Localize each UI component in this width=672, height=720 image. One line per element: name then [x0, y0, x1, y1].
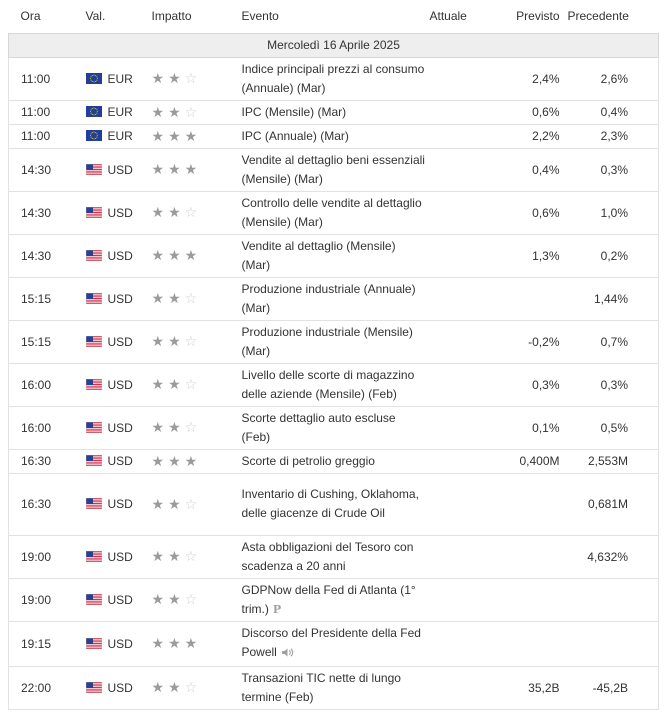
- star-filled-icon: ★: [151, 452, 165, 469]
- event-currency-cell: [86, 320, 152, 363]
- table-row[interactable]: [9, 406, 659, 449]
- event-previous: 2,3%: [568, 124, 659, 148]
- star-filled-icon: ★: [168, 290, 181, 306]
- impact-stars: [152, 191, 242, 234]
- event-title[interactable]: Vendite al dettaglio (Mensile) (Mar): [241, 238, 396, 272]
- event-time: 16:30: [9, 473, 86, 535]
- event-time: 14:30: [9, 148, 86, 191]
- event-currency-cell: [86, 449, 152, 473]
- event-title-cell[interactable]: [242, 148, 430, 191]
- event-time: 14:30: [9, 234, 86, 277]
- event-title[interactable]: Livello delle scorte di magazzino delle aziende (Mensile) (Feb): [241, 367, 415, 401]
- event-forecast: 0,1%: [492, 406, 568, 449]
- impact-stars: [152, 234, 242, 277]
- event-time: 14:30: [9, 191, 86, 234]
- event-actual: [430, 406, 492, 449]
- table-row[interactable]: [9, 666, 659, 709]
- star-filled-icon: ★: [168, 247, 181, 263]
- star-filled-icon: ★: [151, 679, 165, 695]
- star-filled-icon: ★: [168, 452, 181, 469]
- event-currency-cell: [86, 363, 152, 406]
- event-title-cell[interactable]: [242, 621, 430, 666]
- star-empty-icon: ☆: [184, 70, 198, 86]
- us-flag-icon: [86, 293, 102, 304]
- header-forecast[interactable]: Previsto: [516, 9, 560, 24]
- event-currency: USD: [107, 205, 133, 220]
- event-forecast: 0,6%: [492, 100, 568, 124]
- star-filled-icon: ★: [184, 247, 198, 263]
- star-filled-icon: ★: [168, 161, 181, 177]
- event-title-cell[interactable]: [242, 535, 430, 578]
- event-currency-cell: [86, 57, 152, 100]
- table-row[interactable]: [9, 277, 659, 320]
- star-filled-icon: ★: [151, 103, 165, 120]
- event-title[interactable]: IPC (Mensile) (Mar): [241, 104, 347, 119]
- eu-flag-icon: [86, 130, 102, 141]
- event-forecast: [492, 535, 568, 578]
- us-flag-icon: [86, 250, 102, 261]
- impact-stars: [152, 124, 242, 148]
- event-previous: -45,2B: [568, 666, 659, 709]
- event-actual: [430, 449, 492, 473]
- event-forecast: -0,2%: [492, 320, 568, 363]
- event-currency: USD: [107, 636, 133, 651]
- impact-stars: [152, 320, 242, 363]
- star-filled-icon: ★: [151, 419, 165, 435]
- table-header: [9, 0, 659, 33]
- event-title[interactable]: Scorte dettaglio auto escluse (Feb): [241, 410, 396, 444]
- speaker-icon[interactable]: [281, 645, 294, 664]
- header-actual[interactable]: Attuale: [429, 9, 467, 24]
- star-filled-icon: ★: [168, 548, 181, 564]
- event-forecast: 35,2B: [492, 666, 568, 709]
- event-previous: 0,2%: [568, 234, 659, 277]
- event-actual: [430, 234, 492, 277]
- table-row[interactable]: [9, 621, 659, 666]
- event-title-cell[interactable]: [242, 449, 430, 473]
- eu-flag-icon: [86, 73, 102, 84]
- event-currency-cell: [86, 124, 152, 148]
- event-time: 19:00: [9, 535, 86, 578]
- us-flag-icon: [86, 682, 102, 693]
- event-currency-cell: [86, 406, 152, 449]
- event-previous: [568, 578, 659, 621]
- table-row[interactable]: [9, 57, 659, 100]
- event-previous: 0,7%: [568, 320, 659, 363]
- event-time: 19:15: [9, 621, 86, 666]
- event-forecast: [492, 473, 568, 535]
- event-previous: 2,6%: [568, 57, 659, 100]
- star-empty-icon: ☆: [184, 679, 198, 695]
- star-filled-icon: ★: [168, 333, 181, 349]
- event-actual: [430, 473, 492, 535]
- header-previous[interactable]: Precedente: [567, 9, 629, 24]
- event-forecast: [492, 621, 568, 666]
- event-forecast: [492, 578, 568, 621]
- eu-flag-icon: [86, 106, 102, 117]
- table-row[interactable]: [9, 124, 659, 148]
- star-filled-icon: ★: [168, 495, 181, 512]
- star-filled-icon: ★: [184, 161, 198, 177]
- event-title[interactable]: GDPNow della Fed di Atlanta (1° trim.): [241, 582, 416, 616]
- event-previous: 0,5%: [568, 406, 659, 449]
- impact-stars: [152, 621, 242, 666]
- table-row[interactable]: [9, 100, 659, 124]
- star-filled-icon: ★: [168, 419, 181, 435]
- star-filled-icon: ★: [168, 591, 181, 607]
- star-filled-icon: ★: [151, 333, 165, 349]
- table-row[interactable]: [9, 320, 659, 363]
- star-filled-icon: ★: [151, 290, 165, 306]
- event-title[interactable]: Produzione industriale (Annuale) (Mar): [241, 281, 416, 315]
- impact-stars: [152, 406, 242, 449]
- event-currency: USD: [107, 549, 133, 564]
- impact-stars: [152, 535, 242, 578]
- us-flag-icon: [86, 638, 102, 649]
- event-forecast: 2,2%: [492, 124, 568, 148]
- event-currency: USD: [107, 420, 133, 435]
- star-filled-icon: ★: [168, 376, 181, 392]
- table-row[interactable]: [9, 578, 659, 621]
- table-row[interactable]: [9, 449, 659, 473]
- star-filled-icon: ★: [151, 204, 165, 220]
- us-flag-icon: [86, 379, 102, 390]
- event-currency-cell: [86, 148, 152, 191]
- event-actual: [430, 621, 492, 666]
- event-title-cell[interactable]: [242, 666, 430, 709]
- event-currency: EUR: [107, 105, 133, 119]
- event-title[interactable]: Asta obbligazioni del Tesoro con scadenza a 20 anni: [241, 539, 414, 573]
- event-title[interactable]: Inventario di Cushing, Oklahoma, delle giacenze di Crude Oil: [241, 487, 419, 520]
- event-previous: 2,553M: [568, 449, 659, 473]
- table-row[interactable]: [9, 535, 659, 578]
- us-flag-icon: [86, 422, 102, 433]
- economic-calendar: [8, 0, 672, 710]
- event-title-cell[interactable]: [242, 191, 430, 234]
- event-forecast: 1,3%: [492, 234, 568, 277]
- event-forecast: 2,4%: [492, 57, 568, 100]
- event-currency-cell: [86, 277, 152, 320]
- star-filled-icon: ★: [168, 103, 181, 120]
- impact-stars: [152, 57, 242, 100]
- star-filled-icon: ★: [151, 635, 165, 651]
- table-row[interactable]: [9, 363, 659, 406]
- star-filled-icon: ★: [168, 70, 181, 86]
- event-actual: [430, 578, 492, 621]
- star-filled-icon: ★: [151, 376, 165, 392]
- table-row[interactable]: [9, 148, 659, 191]
- event-previous: 0,3%: [568, 363, 659, 406]
- star-filled-icon: ★: [168, 127, 181, 144]
- event-title-cell[interactable]: [242, 57, 430, 100]
- us-flag-icon: [86, 551, 102, 562]
- star-empty-icon: ☆: [184, 204, 198, 220]
- table-row[interactable]: [9, 473, 659, 535]
- event-actual: [430, 100, 492, 124]
- event-currency: USD: [107, 248, 133, 263]
- event-previous: 0,3%: [568, 148, 659, 191]
- event-previous: 1,0%: [568, 191, 659, 234]
- us-flag-icon: [86, 498, 102, 509]
- event-actual: [430, 535, 492, 578]
- event-title-cell[interactable]: [242, 363, 430, 406]
- event-forecast: 0,400M: [492, 449, 568, 473]
- star-filled-icon: ★: [151, 548, 165, 564]
- event-actual: [430, 148, 492, 191]
- preliminary-icon[interactable]: P: [272, 602, 282, 616]
- star-filled-icon: ★: [151, 591, 165, 607]
- event-time: 15:15: [9, 277, 86, 320]
- event-previous: 0,4%: [568, 100, 659, 124]
- us-flag-icon: [86, 455, 102, 466]
- event-currency: USD: [107, 454, 133, 468]
- event-currency: USD: [107, 334, 133, 349]
- event-currency: USD: [107, 497, 133, 511]
- event-title-cell[interactable]: [242, 406, 430, 449]
- date-row: [9, 33, 659, 57]
- event-title-cell[interactable]: [242, 277, 430, 320]
- impact-stars: [152, 578, 242, 621]
- event-currency-cell: [86, 578, 152, 621]
- event-currency: USD: [107, 291, 133, 306]
- event-currency: USD: [107, 592, 133, 607]
- us-flag-icon: [86, 164, 102, 175]
- star-filled-icon: ★: [168, 679, 181, 695]
- event-actual: [430, 124, 492, 148]
- event-previous: [568, 621, 659, 666]
- star-empty-icon: ☆: [184, 495, 198, 512]
- event-currency-cell: [86, 191, 152, 234]
- impact-stars: [152, 277, 242, 320]
- event-forecast: [492, 277, 568, 320]
- event-list: [9, 57, 659, 709]
- event-previous: 1,44%: [568, 277, 659, 320]
- event-currency: EUR: [107, 71, 133, 86]
- header-currency[interactable]: Val.: [85, 9, 106, 24]
- event-forecast: 0,4%: [492, 148, 568, 191]
- event-time: 11:00: [9, 124, 86, 148]
- event-title[interactable]: Produzione industriale (Mensile) (Mar): [241, 324, 413, 358]
- event-previous: 0,681M: [568, 473, 659, 535]
- event-time: 22:00: [9, 666, 86, 709]
- event-currency: USD: [107, 680, 133, 695]
- event-currency-cell: [86, 473, 152, 535]
- event-actual: [430, 191, 492, 234]
- event-forecast: 0,3%: [492, 363, 568, 406]
- star-empty-icon: ☆: [184, 333, 198, 349]
- star-filled-icon: ★: [151, 495, 165, 512]
- star-filled-icon: ★: [151, 161, 165, 177]
- event-actual: [430, 277, 492, 320]
- event-actual: [430, 666, 492, 709]
- event-time: 16:00: [9, 363, 86, 406]
- event-currency-cell: [86, 234, 152, 277]
- us-flag-icon: [86, 207, 102, 218]
- event-currency-cell: [86, 535, 152, 578]
- us-flag-icon: [86, 336, 102, 347]
- date-label: Mercoledì 16 Aprile 2025: [9, 33, 659, 57]
- event-forecast: 0,6%: [492, 191, 568, 234]
- header-time[interactable]: Ora: [20, 9, 41, 24]
- event-actual: [430, 363, 492, 406]
- event-actual: [430, 57, 492, 100]
- star-filled-icon: ★: [151, 247, 165, 263]
- event-title[interactable]: Controllo delle vendite al dettaglio (Mensile) (Mar): [241, 195, 422, 229]
- star-empty-icon: ☆: [184, 103, 198, 120]
- header-impact[interactable]: Impatto: [151, 9, 192, 24]
- star-filled-icon: ★: [184, 127, 198, 144]
- star-filled-icon: ★: [151, 127, 165, 144]
- impact-stars: [152, 148, 242, 191]
- table-row[interactable]: [9, 191, 659, 234]
- event-time: 11:00: [9, 57, 86, 100]
- impact-stars: [152, 100, 242, 124]
- star-filled-icon: ★: [151, 70, 165, 86]
- star-filled-icon: ★: [168, 204, 181, 220]
- header-event[interactable]: Evento: [241, 9, 279, 24]
- event-title[interactable]: Scorte di petrolio greggio: [241, 453, 375, 468]
- event-currency: USD: [107, 377, 133, 392]
- event-currency: EUR: [107, 129, 133, 143]
- event-title[interactable]: IPC (Annuale) (Mar): [241, 128, 349, 143]
- event-title-cell[interactable]: [242, 124, 430, 148]
- event-title-cell[interactable]: [242, 100, 430, 124]
- event-time: 16:00: [9, 406, 86, 449]
- event-currency-cell: [86, 621, 152, 666]
- us-flag-icon: [86, 594, 102, 605]
- event-previous: 4,632%: [568, 535, 659, 578]
- star-empty-icon: ☆: [184, 290, 198, 306]
- event-time: 19:00: [9, 578, 86, 621]
- table-row[interactable]: [9, 234, 659, 277]
- star-empty-icon: ☆: [184, 591, 198, 607]
- event-currency: USD: [107, 162, 133, 177]
- event-title-cell[interactable]: [242, 320, 430, 363]
- star-empty-icon: ☆: [184, 376, 198, 392]
- event-title[interactable]: Indice principali prezzi al consumo (Annuale) (Mar): [241, 61, 425, 95]
- impact-stars: [152, 363, 242, 406]
- impact-stars: [152, 473, 242, 535]
- calendar-table: [8, 0, 659, 710]
- event-currency-cell: [86, 100, 152, 124]
- star-filled-icon: ★: [184, 452, 198, 469]
- event-title-cell[interactable]: [242, 473, 430, 535]
- event-title-cell[interactable]: [242, 234, 430, 277]
- event-time: 15:15: [9, 320, 86, 363]
- impact-stars: [152, 666, 242, 709]
- event-currency-cell: [86, 666, 152, 709]
- star-filled-icon: ★: [168, 635, 181, 651]
- impact-stars: [152, 449, 242, 473]
- event-title-cell[interactable]: [242, 578, 430, 621]
- event-title[interactable]: Transazioni TIC nette di lungo termine (Feb): [241, 670, 401, 704]
- event-title[interactable]: Discorso del Presidente della Fed Powell: [241, 625, 421, 659]
- star-empty-icon: ☆: [184, 548, 198, 564]
- event-time: 16:30: [9, 449, 86, 473]
- event-time: 11:00: [9, 100, 86, 124]
- star-empty-icon: ☆: [184, 419, 198, 435]
- star-filled-icon: ★: [184, 635, 198, 651]
- event-actual: [430, 320, 492, 363]
- event-title[interactable]: Vendite al dettaglio beni essenziali (Mensile) (Mar): [241, 152, 425, 186]
